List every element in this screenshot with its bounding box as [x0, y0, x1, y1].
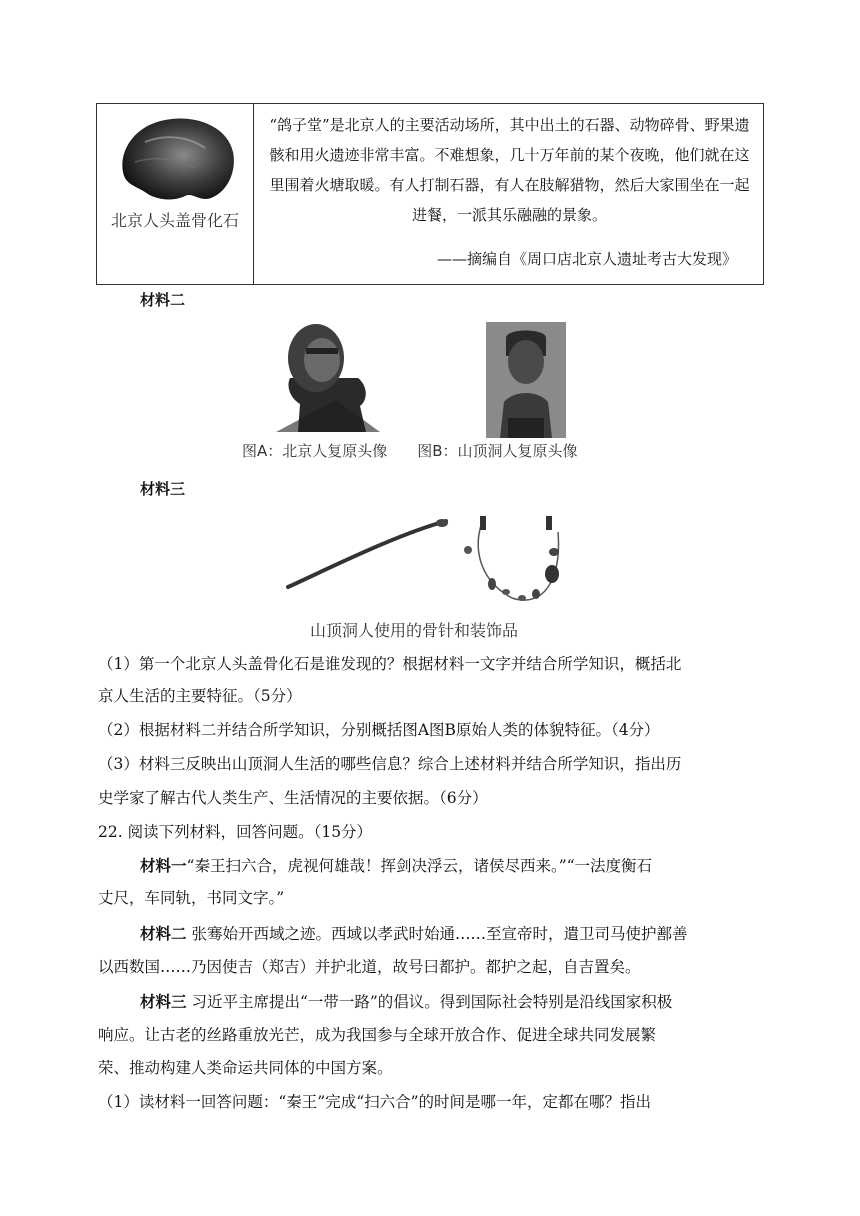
fossil-cell	[97, 104, 254, 285]
q21-3-line1: （3）材料三反映出山顶洞人生活的哪些信息？综合上述材料并结合所学知识，指出历	[98, 755, 682, 773]
upper-cave-man-bust-image	[486, 322, 566, 438]
q21-1-line2: 京人生活的主要特征。（5分）	[98, 687, 302, 705]
q21-2: （2）根据材料二并结合所学知识，分别概括图A图B原始人类的体貌特征。（4分）	[98, 721, 660, 739]
q22-title: 22. 阅读下列材料，回答问题。（15分）	[98, 823, 373, 841]
material2-label: 材料二	[140, 291, 186, 309]
q22-1-line1: （1）读材料一回答问题：“秦王”完成“扫六合”的时间是哪一年，定都在哪？指出	[98, 1093, 652, 1111]
peking-man-skull-image	[115, 112, 239, 204]
q21-3-line2: 史学家了解古代人类生产、生活情况的主要依据。（6分）	[98, 789, 488, 807]
material3-label: 材料三	[140, 480, 186, 498]
fossil-caption: 北京人头盖骨化石	[110, 211, 239, 230]
q22-material3	[140, 990, 672, 1012]
material1-source: ——摘编自《周口店北京人遗址考古大发现》	[436, 250, 737, 268]
material1-text-cell	[254, 104, 764, 285]
q22-material3-label: 材料三	[140, 993, 187, 1011]
q22-material1-text: “秦王扫六合，虎视何雄哉！挥剑决浮云，诸侯尽西来。”“一法度衡石	[186, 857, 653, 875]
bone-needle-image	[286, 515, 452, 591]
peking-man-bust-image	[276, 320, 380, 432]
q22-material3-text: 习近平主席提出“一带一路”的倡议。得到国际社会特别是沿线国家积极	[186, 993, 673, 1011]
q22-material2	[140, 922, 687, 944]
q22-material2-line2: 以西数国……乃因使吉（郑吉）并护北道，故号曰都护。都护之起，自吉置矣。	[98, 958, 641, 976]
q22-material1-label: 材料一	[140, 857, 187, 875]
q21-1-line1: （1）第一个北京人头盖骨化石是谁发现的？根据材料一文字并结合所学知识，概括北	[98, 655, 682, 673]
material1-table	[96, 103, 764, 285]
q22-material1	[140, 854, 652, 876]
q22-material1-line2: 丈尺，车同轨，书同文字。”	[98, 889, 285, 907]
q22-material2-text: 张骞始开西域之迹。西域以孝武时始通……至宣帝时，遣卫司马使护鄯善	[186, 925, 688, 943]
q22-material2-label: 材料二	[140, 925, 187, 943]
material2-caption: 图A：北京人复原头像 图B：山顶洞人复原头像	[242, 442, 578, 460]
material3-caption: 山顶洞人使用的骨针和装饰品	[310, 621, 519, 640]
q22-material3-line2: 响应。让古老的丝路重放光芒，成为我国参与全球开放合作、促进全球共同发展繁	[98, 1026, 657, 1044]
ornaments-necklace-image	[462, 512, 572, 610]
q22-material3-line3: 荣、推动构建人类命运共同体的中国方案。	[98, 1059, 393, 1077]
material1-text: “鸽子堂”是北京人的主要活动场所，其中出土的石器、动物碎骨、野果遗骸和用火遗迹非常丰富。不难想象，几十万年前的某个夜晚，他们就在这里围着火塘取暖。有人打制石器，有人在肢解猎物，然后大家围坐在一起进餐，一派其乐融融的景象。	[269, 116, 750, 224]
